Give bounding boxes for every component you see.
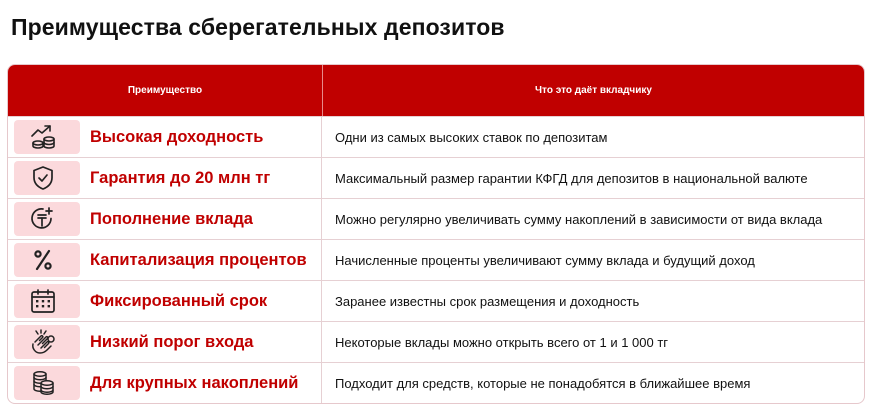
table-header [8,65,864,116]
table-row [8,321,864,362]
benefit-description: Подходит для средств, которые не понадобятся в ближайшее время [335,375,751,391]
hand-coin-icon [14,325,80,359]
shield-check-icon [14,161,80,195]
page-title: Преимущества сберегательных депозитов [11,14,505,40]
benefit-name: Гарантия до 20 млн тг [90,168,271,187]
tenge-plus-icon [14,202,80,236]
table-row [8,362,864,403]
benefit-name: Пополнение вклада [90,209,253,228]
benefit-description: Заранее известны срок размещения и доходность [335,293,640,309]
benefit-description: Одни из самых высоких ставок по депозитам [335,129,608,145]
header-what-it-gives: Что это даёт вкладчику [535,85,652,96]
coin-stack-icon [14,366,80,400]
table-row [8,239,864,280]
benefit-name: Низкий порог входа [90,332,254,351]
benefit-name: Высокая доходность [90,127,264,146]
benefit-name: Капитализация процентов [90,250,307,269]
table-row [8,198,864,239]
calendar-icon [14,284,80,318]
benefit-name: Для крупных накоплений [90,373,299,392]
header-benefit: Преимущество [8,65,323,116]
growth-coins-icon [14,120,80,154]
benefits-table [7,64,865,404]
benefit-description: Некоторые вклады можно открыть всего от 1 и 1 000 тг [335,334,669,350]
benefit-name: Фиксированный срок [90,291,268,310]
table-row [8,116,864,157]
benefit-description: Максимальный размер гарантии КФГД для депозитов в национальной валюте [335,170,808,186]
percent-icon [14,243,80,277]
table-row [8,157,864,198]
benefit-description: Начисленные проценты увеличивают сумму вклада и будущий доход [335,252,755,268]
table-row [8,280,864,321]
benefit-description: Можно регулярно увеличивать сумму накоплений в зависимости от вида вклада [335,211,823,227]
